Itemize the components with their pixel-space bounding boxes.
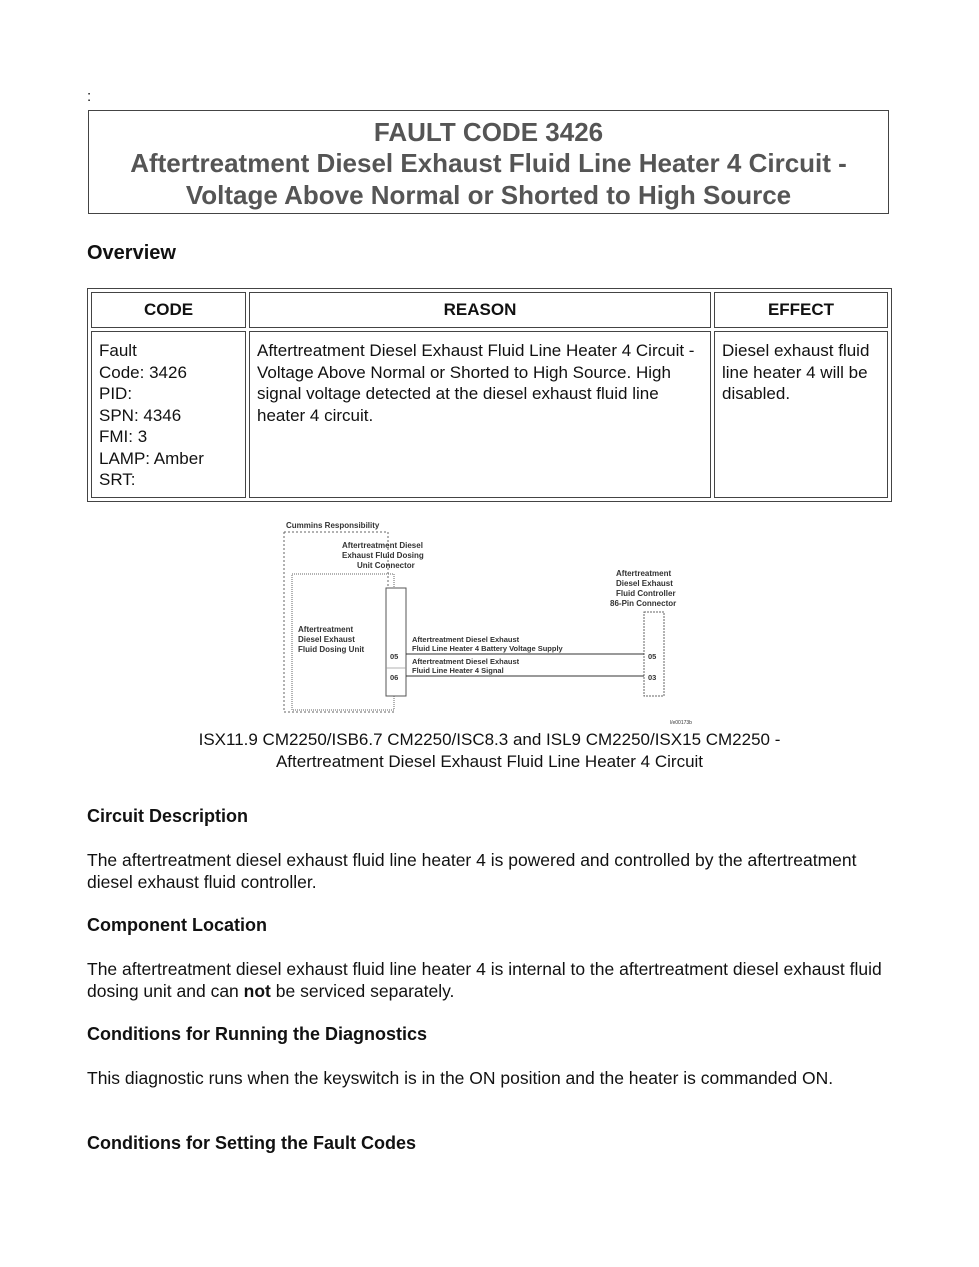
dosing-unit-label-3: Fluid Dosing Unit bbox=[298, 645, 365, 654]
code-line-srt: SRT: bbox=[99, 470, 136, 489]
dosing-connector-label-2: Exhaust Fluid Dosing bbox=[342, 551, 424, 560]
caption-line-1: ISX11.9 CM2250/ISB6.7 CM2250/ISC8.3 and ISL9 CM2250/ISX15 CM2250 - bbox=[198, 730, 781, 749]
header-effect: EFFECT bbox=[714, 292, 888, 328]
component-location-text bbox=[87, 958, 887, 1002]
overview-heading: Overview bbox=[87, 242, 176, 264]
dosing-connector-label-1: Aftertreatment Diesel bbox=[342, 541, 423, 550]
component-text-b: be serviced separately. bbox=[275, 981, 455, 1001]
setting-fault-codes-heading: Conditions for Setting the Fault Codes bbox=[87, 1133, 416, 1153]
controller-connector-label-3: Fluid Controller bbox=[616, 589, 676, 598]
running-diagnostics-text: This diagnostic runs when the keyswitch is in the ON position and the heater is commanded ON. bbox=[87, 1068, 834, 1088]
dosing-pin-06: 06 bbox=[390, 673, 399, 682]
caption-line-2: Aftertreatment Diesel Exhaust Fluid Line Heater 4 Circuit bbox=[275, 752, 704, 771]
cummins-responsibility-label: Cummins Responsibility bbox=[286, 521, 380, 530]
component-text-not: not bbox=[243, 981, 271, 1001]
diagram-caption bbox=[87, 729, 892, 773]
dosing-pin-05: 05 bbox=[390, 652, 399, 661]
running-diagnostics-heading: Conditions for Running the Diagnostics bbox=[87, 1024, 427, 1044]
overview-table bbox=[87, 288, 892, 502]
fault-title-line2: Aftertreatment Diesel Exhaust Fluid Line Heater 4 Circuit - bbox=[130, 148, 847, 178]
dosing-unit-label-1: Aftertreatment bbox=[298, 625, 354, 634]
code-cell bbox=[91, 331, 246, 498]
fault-title-box bbox=[88, 110, 889, 214]
component-location-heading: Component Location bbox=[87, 915, 267, 935]
wire2-label-2: Fluid Line Heater 4 Signal bbox=[412, 666, 504, 675]
code-line-spn: SPN: 4346 bbox=[99, 405, 182, 425]
code-line-fmi: FMI: 3 bbox=[99, 427, 148, 446]
controller-connector-label-2: Diesel Exhaust bbox=[616, 579, 673, 588]
circuit-description-text: The aftertreatment diesel exhaust fluid line heater 4 is powered and controlled by the aftertreatment diesel exhaust fluid controller. bbox=[87, 850, 857, 892]
controller-connector-label-4: 86-Pin Connector bbox=[610, 599, 677, 608]
effect-cell: Diesel exhaust fluid line heater 4 will be disabled. bbox=[714, 331, 888, 498]
fault-title-line3: Voltage Above Normal or Shorted to High Source bbox=[185, 180, 792, 210]
controller-pin-05: 05 bbox=[648, 652, 657, 661]
table-header-row bbox=[91, 292, 888, 328]
wire1-label-2: Fluid Line Heater 4 Battery Voltage Supply bbox=[412, 644, 563, 653]
reason-cell: Aftertreatment Diesel Exhaust Fluid Line Heater 4 Circuit - Voltage Above Normal or Shorted to High Source. High signal voltage detected at the diesel exhaust fluid line heater 4 circuit. bbox=[249, 331, 711, 498]
component-text-a: The aftertreatment diesel exhaust fluid line heater 4 is internal to the aftertreatment diesel exhaust fluid dosing unit and can bbox=[87, 959, 882, 1001]
header-code: CODE bbox=[91, 292, 246, 328]
code-line-lamp: LAMP: Amber bbox=[99, 448, 204, 468]
dosing-unit-label-2: Diesel Exhaust bbox=[298, 635, 355, 644]
leading-colon: : bbox=[87, 88, 92, 105]
circuit-diagram bbox=[280, 518, 700, 726]
code-line-fault: Fault bbox=[99, 341, 137, 360]
controller-connector-label-1: Aftertreatment bbox=[616, 569, 672, 578]
dosing-connector-label-3: Unit Connector bbox=[357, 561, 415, 570]
circuit-description-heading: Circuit Description bbox=[87, 806, 249, 826]
code-line-code: Code: 3426 bbox=[99, 362, 187, 382]
fault-code-title: FAULT CODE 3426 bbox=[373, 117, 604, 147]
header-reason: REASON bbox=[249, 292, 711, 328]
wire2-label-1: Aftertreatment Diesel Exhaust bbox=[412, 657, 520, 666]
wire1-label-1: Aftertreatment Diesel Exhaust bbox=[412, 635, 520, 644]
controller-pin-03: 03 bbox=[648, 673, 657, 682]
code-line-pid: PID: bbox=[99, 384, 133, 403]
table-row bbox=[91, 331, 888, 498]
figure-id: l/e00173b bbox=[670, 720, 692, 726]
